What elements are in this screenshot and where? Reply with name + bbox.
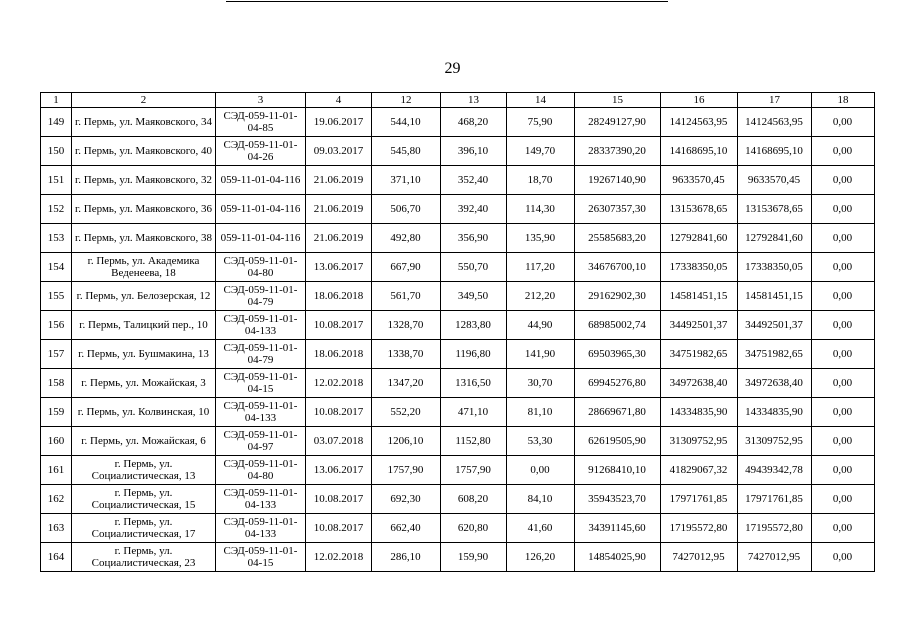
cell-col-13: 1757,90 [441,456,507,485]
cell-row-number: 150 [41,137,72,166]
cell-col-13: 608,20 [441,485,507,514]
cell-col-13: 1152,80 [441,427,507,456]
column-header-document-number: 3 [216,93,306,108]
column-header-row-number: 1 [41,93,72,108]
cell-document-date: 10.08.2017 [306,311,372,340]
cell-col-13: 550,70 [441,253,507,282]
cell-col-18: 0,00 [812,485,875,514]
cell-col-12: 1328,70 [372,311,441,340]
cell-col-13: 356,90 [441,224,507,253]
cell-col-14: 141,90 [507,340,575,369]
cell-col-16: 13153678,65 [661,195,738,224]
cell-row-number: 157 [41,340,72,369]
cell-col-18: 0,00 [812,398,875,427]
cell-address: г. Пермь, ул. Социалистическая, 15 [72,485,216,514]
cell-col-14: 135,90 [507,224,575,253]
cell-col-17: 14334835,90 [738,398,812,427]
cell-col-15: 26307357,30 [575,195,661,224]
cell-col-16: 17195572,80 [661,514,738,543]
cell-col-17: 9633570,45 [738,166,812,195]
cell-col-17: 14168695,10 [738,137,812,166]
cell-col-14: 75,90 [507,108,575,137]
cell-col-18: 0,00 [812,543,875,572]
cell-col-12: 561,70 [372,282,441,311]
cell-document-number: СЭД-059-11-01-04-133 [216,398,306,427]
cell-row-number: 162 [41,485,72,514]
cell-col-12: 544,10 [372,108,441,137]
column-header-document-date: 4 [306,93,372,108]
cell-document-number: СЭД-059-11-01-04-15 [216,369,306,398]
cell-document-number: СЭД-059-11-01-04-79 [216,340,306,369]
cell-address: г. Пермь, ул. Социалистическая, 17 [72,514,216,543]
cell-col-13: 1283,80 [441,311,507,340]
table-row [41,108,875,137]
column-header-col-18: 18 [812,93,875,108]
cell-col-18: 0,00 [812,369,875,398]
cell-address: г. Пермь, ул. Маяковского, 40 [72,137,216,166]
column-header-col-15: 15 [575,93,661,108]
cell-col-16: 14124563,95 [661,108,738,137]
cell-col-14: 114,30 [507,195,575,224]
cell-col-15: 62619505,90 [575,427,661,456]
cell-document-number: СЭД-059-11-01-04-80 [216,253,306,282]
cell-document-date: 21.06.2019 [306,224,372,253]
cell-document-number: СЭД-059-11-01-04-133 [216,485,306,514]
cell-col-14: 81,10 [507,398,575,427]
column-header-col-16: 16 [661,93,738,108]
cell-col-17: 31309752,95 [738,427,812,456]
cell-col-18: 0,00 [812,282,875,311]
cell-document-date: 09.03.2017 [306,137,372,166]
cell-address: г. Пермь, ул. Бушмакина, 13 [72,340,216,369]
cell-address: г. Пермь, Талицкий пер., 10 [72,311,216,340]
cell-col-12: 692,30 [372,485,441,514]
cell-row-number: 153 [41,224,72,253]
cell-col-16: 34492501,37 [661,311,738,340]
cell-address: г. Пермь, ул. Белозерская, 12 [72,282,216,311]
cell-col-16: 7427012,95 [661,543,738,572]
column-header-col-14: 14 [507,93,575,108]
cell-row-number: 164 [41,543,72,572]
cell-document-date: 18.06.2018 [306,340,372,369]
cell-document-date: 10.08.2017 [306,485,372,514]
table-row [41,282,875,311]
cell-col-14: 0,00 [507,456,575,485]
cell-col-17: 14581451,15 [738,282,812,311]
cell-col-12: 506,70 [372,195,441,224]
cell-col-13: 1316,50 [441,369,507,398]
cell-col-15: 28669671,80 [575,398,661,427]
cell-col-14: 30,70 [507,369,575,398]
cell-address: г. Пермь, ул. Маяковского, 34 [72,108,216,137]
cell-col-18: 0,00 [812,166,875,195]
cell-col-18: 0,00 [812,108,875,137]
column-header-col-12: 12 [372,93,441,108]
cell-col-14: 53,30 [507,427,575,456]
cell-document-number: СЭД-059-11-01-04-26 [216,137,306,166]
cell-col-13: 471,10 [441,398,507,427]
cell-col-17: 49439342,78 [738,456,812,485]
column-header-col-13: 13 [441,93,507,108]
cell-row-number: 158 [41,369,72,398]
column-header-address: 2 [72,93,216,108]
cell-col-17: 17971761,85 [738,485,812,514]
table-row [41,427,875,456]
cell-document-number: 059-11-01-04-116 [216,195,306,224]
table-row [41,195,875,224]
table-row [41,166,875,195]
table-row [41,485,875,514]
table-row [41,514,875,543]
cell-col-16: 31309752,95 [661,427,738,456]
cell-col-17: 17195572,80 [738,514,812,543]
cell-col-14: 212,20 [507,282,575,311]
cell-document-number: СЭД-059-11-01-04-80 [216,456,306,485]
table-row [41,311,875,340]
cell-row-number: 160 [41,427,72,456]
cell-col-17: 34751982,65 [738,340,812,369]
cell-col-16: 14581451,15 [661,282,738,311]
cell-col-16: 9633570,45 [661,166,738,195]
cell-col-13: 620,80 [441,514,507,543]
cell-col-13: 352,40 [441,166,507,195]
cell-address: г. Пермь, ул. Академика Веденеева, 18 [72,253,216,282]
cell-row-number: 154 [41,253,72,282]
cell-col-18: 0,00 [812,224,875,253]
cell-col-14: 18,70 [507,166,575,195]
table-row [41,137,875,166]
cell-col-15: 25585683,20 [575,224,661,253]
cell-col-15: 69945276,80 [575,369,661,398]
cell-row-number: 155 [41,282,72,311]
cell-document-number: СЭД-059-11-01-04-79 [216,282,306,311]
cell-col-12: 492,80 [372,224,441,253]
cell-address: г. Пермь, ул. Маяковского, 38 [72,224,216,253]
top-border-line [226,1,668,2]
cell-col-16: 17971761,85 [661,485,738,514]
cell-col-13: 159,90 [441,543,507,572]
cell-col-16: 41829067,32 [661,456,738,485]
cell-col-13: 392,40 [441,195,507,224]
cell-col-12: 662,40 [372,514,441,543]
table-row [41,224,875,253]
cell-col-15: 35943523,70 [575,485,661,514]
cell-col-17: 17338350,05 [738,253,812,282]
cell-row-number: 151 [41,166,72,195]
cell-row-number: 152 [41,195,72,224]
cell-col-15: 34391145,60 [575,514,661,543]
table-row [41,543,875,572]
cell-col-15: 34676700,10 [575,253,661,282]
cell-document-date: 13.06.2017 [306,253,372,282]
table-row [41,456,875,485]
column-header-col-17: 17 [738,93,812,108]
cell-col-14: 44,90 [507,311,575,340]
cell-col-18: 0,00 [812,340,875,369]
cell-col-18: 0,00 [812,311,875,340]
cell-row-number: 161 [41,456,72,485]
cell-col-15: 69503965,30 [575,340,661,369]
cell-document-number: СЭД-059-11-01-04-15 [216,543,306,572]
cell-col-18: 0,00 [812,427,875,456]
cell-col-12: 667,90 [372,253,441,282]
cell-document-date: 12.02.2018 [306,543,372,572]
cell-col-15: 19267140,90 [575,166,661,195]
table-row [41,340,875,369]
cell-col-16: 14168695,10 [661,137,738,166]
cell-address: г. Пермь, ул. Маяковского, 32 [72,166,216,195]
cell-row-number: 149 [41,108,72,137]
cell-row-number: 163 [41,514,72,543]
table-body [41,93,875,572]
cell-document-number: СЭД-059-11-01-04-85 [216,108,306,137]
cell-col-15: 29162902,30 [575,282,661,311]
cell-document-number: СЭД-059-11-01-04-133 [216,311,306,340]
cell-col-18: 0,00 [812,195,875,224]
cell-col-17: 13153678,65 [738,195,812,224]
cell-col-17: 34972638,40 [738,369,812,398]
cell-col-17: 34492501,37 [738,311,812,340]
cell-col-15: 14854025,90 [575,543,661,572]
cell-col-18: 0,00 [812,514,875,543]
table-row [41,398,875,427]
cell-col-13: 1196,80 [441,340,507,369]
cell-col-12: 1338,70 [372,340,441,369]
cell-col-14: 117,20 [507,253,575,282]
cell-document-date: 13.06.2017 [306,456,372,485]
cell-col-15: 91268410,10 [575,456,661,485]
table-row [41,253,875,282]
cell-col-12: 545,80 [372,137,441,166]
cell-col-13: 396,10 [441,137,507,166]
cell-col-12: 1347,20 [372,369,441,398]
cell-col-12: 1757,90 [372,456,441,485]
cell-document-date: 21.06.2019 [306,166,372,195]
cell-col-18: 0,00 [812,137,875,166]
cell-document-number: 059-11-01-04-116 [216,166,306,195]
cell-col-12: 286,10 [372,543,441,572]
cell-address: г. Пермь, ул. Социалистическая, 23 [72,543,216,572]
cell-col-15: 28249127,90 [575,108,661,137]
cell-address: г. Пермь, ул. Маяковского, 36 [72,195,216,224]
cell-document-date: 03.07.2018 [306,427,372,456]
cell-address: г. Пермь, ул. Можайская, 6 [72,427,216,456]
cell-col-13: 468,20 [441,108,507,137]
page-number: 29 [444,60,461,77]
cell-col-15: 68985002,74 [575,311,661,340]
cell-col-17: 7427012,95 [738,543,812,572]
cell-col-18: 0,00 [812,253,875,282]
cell-col-14: 84,10 [507,485,575,514]
cell-address: г. Пермь, ул. Социалистическая, 13 [72,456,216,485]
cell-col-14: 41,60 [507,514,575,543]
cell-col-16: 14334835,90 [661,398,738,427]
cell-document-date: 12.02.2018 [306,369,372,398]
cell-document-date: 10.08.2017 [306,398,372,427]
cell-col-16: 17338350,05 [661,253,738,282]
cell-col-16: 12792841,60 [661,224,738,253]
cell-document-date: 19.06.2017 [306,108,372,137]
cell-col-12: 371,10 [372,166,441,195]
table-row [41,369,875,398]
cell-document-date: 18.06.2018 [306,282,372,311]
cell-row-number: 156 [41,311,72,340]
cell-document-number: СЭД-059-11-01-04-97 [216,427,306,456]
table-header-row [41,93,875,108]
cell-col-12: 552,20 [372,398,441,427]
cell-document-date: 10.08.2017 [306,514,372,543]
cell-col-14: 149,70 [507,137,575,166]
cell-col-15: 28337390,20 [575,137,661,166]
cell-col-16: 34972638,40 [661,369,738,398]
cell-document-number: СЭД-059-11-01-04-133 [216,514,306,543]
cell-col-16: 34751982,65 [661,340,738,369]
cell-document-number: 059-11-01-04-116 [216,224,306,253]
registry-table [40,92,875,572]
cell-col-13: 349,50 [441,282,507,311]
cell-col-17: 14124563,95 [738,108,812,137]
cell-col-12: 1206,10 [372,427,441,456]
cell-col-18: 0,00 [812,456,875,485]
cell-col-17: 12792841,60 [738,224,812,253]
cell-document-date: 21.06.2019 [306,195,372,224]
cell-col-14: 126,20 [507,543,575,572]
cell-address: г. Пермь, ул. Колвинская, 10 [72,398,216,427]
cell-row-number: 159 [41,398,72,427]
cell-address: г. Пермь, ул. Можайская, 3 [72,369,216,398]
